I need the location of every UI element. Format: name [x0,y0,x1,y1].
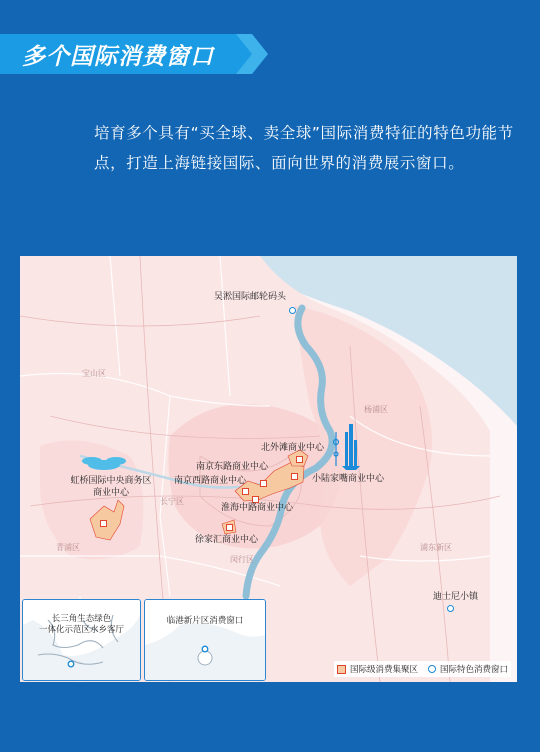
inset-ecological-map [23,600,140,680]
xujiahui-label: 徐家汇商业中心 [195,535,259,545]
inset-right-label: 临港新片区消费窗口 [166,616,244,626]
hongqiao-label-line1: 虹桥国际中央商务区 [70,476,152,486]
map-legend [334,661,511,677]
district-label: 浦东新区 [420,543,452,552]
wusong-label: 吴淞国际邮轮码头 [214,292,287,302]
huaihai-marker[interactable] [252,496,259,503]
nanjingdong-marker[interactable] [260,480,267,487]
cluster-legend-label: 国际级消费集聚区 [349,665,418,675]
window-legend-label: 国际特色消费窗口 [439,665,508,675]
cluster-legend-icon [337,665,346,674]
xiaolujiazui-marker[interactable] [291,473,298,480]
inset-left-label-line2: 一体化示范区水乡客厅 [38,625,124,635]
district-label: 长宁区 [160,497,184,506]
district-label: 杨浦区 [364,405,388,414]
district-label: 闵行区 [230,555,254,564]
inset-ecological-zone [22,599,141,681]
hongqiao-label-line2: 商业中心 [92,488,129,498]
xujiahui-marker[interactable] [226,524,233,531]
consumption-map [20,256,517,682]
district-label: 宝山区 [82,369,106,378]
wusong-marker[interactable] [289,307,296,314]
inset-lingang-zone [144,599,266,681]
window-legend-icon [428,665,436,673]
beiwaitan-label: 北外滩商业中心 [261,443,325,453]
inset-lingang-map [145,600,265,680]
huaihai-label: 淮海中路商业中心 [221,503,294,513]
intro-paragraph: 培育多个具有“买全球、卖全球”国际消费特征的特色功能节点，打造上海链接国际、面向世界的消费展示窗口。 [94,124,514,172]
section-title: 多个国际消费窗口 [22,44,214,70]
xiaolujiazui-label: 小陆家嘴商业中心 [312,474,385,484]
beiwaitan-marker[interactable] [296,456,303,463]
nanjingxi-marker[interactable] [242,488,249,495]
district-label: 青浦区 [56,543,80,552]
nanjingdong-label: 南京东路商业中心 [196,462,269,472]
nanjingxi-label: 南京西路商业中心 [174,476,247,486]
inset-left-label-line1: 长三角生态绿色 [51,614,112,624]
disney-marker[interactable] [447,605,454,612]
section-banner [0,34,268,74]
disney-label: 迪士尼小镇 [433,592,479,602]
hongqiao-marker[interactable] [100,520,107,527]
